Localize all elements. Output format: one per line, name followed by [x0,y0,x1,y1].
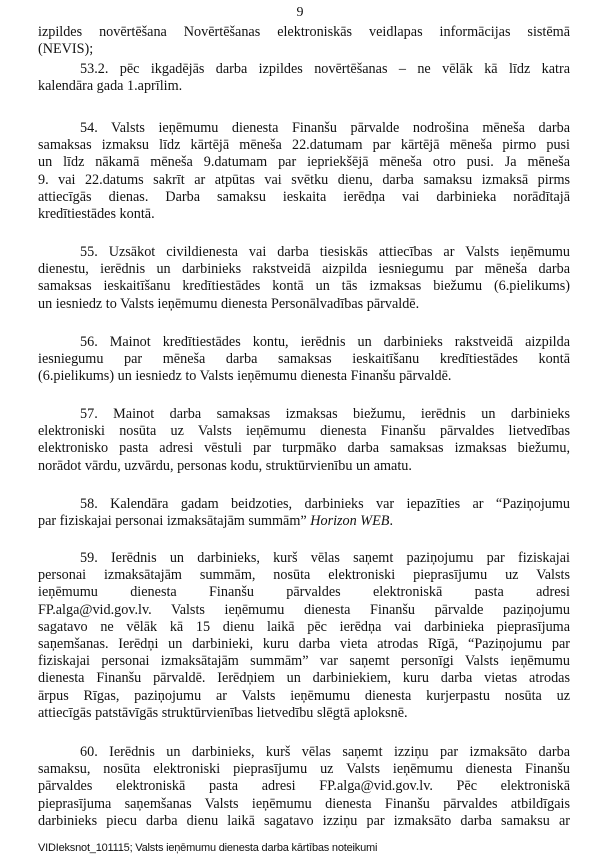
text-line: un iesniedz to Valsts ieņēmumu dienesta Personālvadības pārvaldē. [38,295,420,312]
text-line: pārvaldes elektroniskā pasta adresi FP.alga@vid.gov.lv. Pēc elektroniskā [38,778,570,795]
document-footer: VIDIeksnot_101115; Valsts ieņēmumu dienesta darba kārtības noteikumi [38,842,378,854]
text-line: izpildes novērtēšana Novērtēšanas elektroniskās veidlapas informācijas sistēmā [38,24,570,40]
text-line: (6.pielikums) un iesniedz to Valsts ieņēmumu dienesta Finanšu pārvaldē. [38,368,452,385]
text-line: dienesta Finanšu pārvaldē. Ierēdņiem un darbiniekiem, kuru darba vietas atrodas [38,670,570,687]
text-line: 53.2. pēc ikgadējās darba izpildes novērtēšanas – ne vēlāk kā līdz katra [80,61,570,77]
text-fragment: . [389,513,393,530]
text-line [38,513,570,530]
text-line: darbinieks piecu darba dienu laikā sagatavo izziņu par izmaksāto darba samaksu ar [38,812,570,829]
text-line: ieņēmumu dienesta Finanšu pārvaldes elektroniskā pasta adresi [38,584,570,601]
text-line: personai izmaksātajām summām, nosūta elektroniski pieprasījumu uz Valsts [38,567,570,584]
text-line: 56. Mainot kredītiestādes kontu, ierēdnis un darbinieks rakstveidā aizpilda [80,334,570,350]
text-line: samaksas izmaksu līdz kārtējā mēneša 22.datumam par kārtējā mēneša pirmo pusi [38,137,570,154]
text-line: saņemšanas. Ierēdņi un darbinieki, kuru darba vieta atrodas Rīgā, “Paziņojumu par [38,635,570,652]
paragraph-53-continuation [38,24,570,58]
paragraph-54 [38,120,570,223]
text-line: 57. Mainot darba samaksas izmaksas biežumu, ierēdnis un darbinieks [80,406,570,422]
text-line: samaksas ieskaitīšanu kredītiestādes kontā un tās izmaksas biežumu (6.pielikums) [38,278,570,295]
text-line: iesniegumu par mēneša darba samaksas ieskaitīšanu kredītiestādes kontā [38,351,570,368]
paragraph-60 [38,744,570,830]
text-line: 55. Uzsākot civildienesta vai darba tiesiskās attiecības ar Valsts ieņēmumu [80,244,570,260]
text-line: norādot vārdu, uzvārdu, personas kodu, struktūrvienību un amatu. [38,457,412,474]
paragraph-57 [38,406,570,475]
paragraph-59 [38,550,570,722]
text-line: samaksu, nosūta elektroniski pieprasījumu uz Valsts ieņēmumu dienesta Finanšu [38,761,570,778]
text-line: attiecīgās dienas. Darba samaksu ieskaita ierēdņa vai darbinieka norādītajā [38,188,570,205]
text-line: elektronisko pasta adresi vēstuli par turpmāko darba samaksas izmaksas biežumu, [38,440,570,457]
text-line: pieprasījuma saņemšanas Valsts ieņēmumu dienesta Finanšu pārvaldes atbildīgais [38,795,570,812]
paragraph-58 [38,496,570,530]
text-line: 54. Valsts ieņēmumu dienesta Finanšu pārvalde nodrošina mēneša darba [80,120,570,136]
text-line: 58. Kalendāra gadam beidzoties, darbinieks var iepazīties ar “Paziņojumu [80,496,570,512]
text-line: dienestu, ierēdnis un darbinieks rakstveidā aizpilda iesniegumu par mēneša darba [38,261,570,278]
text-line: 60. Ierēdnis un darbinieks, kurš vēlas saņemt izziņu par izmaksāto darba [80,744,570,760]
text-line: fiziskajai personai izmaksātajām summām” var saņemt personīgi Valsts ieņēmumu [38,653,570,670]
text-fragment: par fiziskajai personai izmaksātajām summām” [38,513,307,530]
text-line: sagatavo ne vēlāk kā 15 dienu laikā pēc ierēdņa vai darbinieka pieprasījuma [38,618,570,635]
text-line: (NEVIS); [38,41,94,58]
text-line: un līdz nākamā mēneša 9.datumam par iepriekšējā mēneša otro pusi. Ja mēneša [38,154,570,171]
text-line: 9. vai 22.datums sakrīt ar atpūtas vai svētku dienu, darba samaksu izmaksā pirms [38,171,570,188]
text-line: attiecīgās patstāvīgās struktūrvienības lietvedību slēgtā aploksnē. [38,704,408,721]
text-line: 59. Ierēdnis un darbinieks, kurš vēlas saņemt paziņojumu par fiziskajai [80,550,570,566]
page-number: 9 [296,5,304,20]
text-line: FP.alga@vid.gov.lv. Valsts ieņēmumu dienesta Finanšu pārvalde paziņojumu [38,601,570,618]
paragraph-55 [38,244,570,313]
text-line: kredītiestādes kontā. [38,205,155,222]
paragraph-53-2 [38,61,570,95]
text-line: kalendāra gada 1.aprīlim. [38,78,183,95]
text-line: ārpus Rīgas, paziņojumu ar Valsts ieņēmumu dienesta kurjerpastu nosūta uz [38,687,570,704]
paragraph-56 [38,334,570,386]
text-line: elektroniski nosūta uz Valsts ieņēmumu dienesta Finanšu pārvaldes lietvedības [38,423,570,440]
horizon-web-name: Horizon WEB [310,513,390,530]
